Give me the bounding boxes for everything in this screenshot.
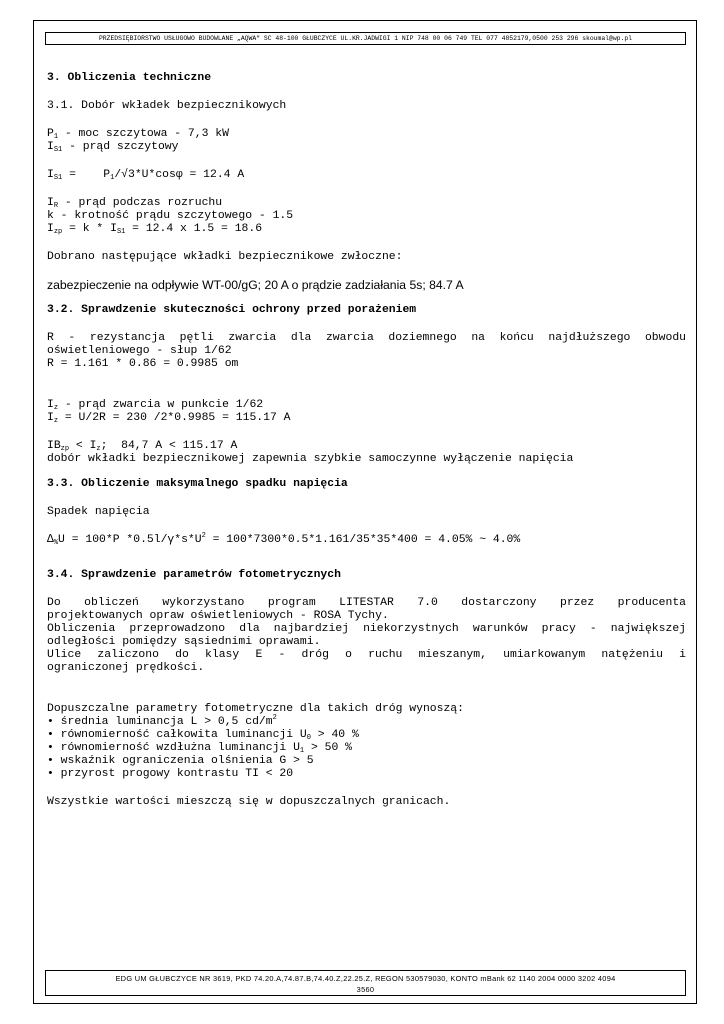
izp-formula: $I_{zp} = k * I_{S1} = 12.4$ x 1.5 = 18.6 bbox=[47, 223, 263, 236]
section-3-2-title: 3.2. Sprawdzenie skuteczności ochrony przed porażeniem bbox=[47, 304, 417, 316]
iz-formula: $I_z = U/2R = 230$ /2*0.9985 = 115.17 A bbox=[47, 412, 291, 425]
ib-comparison: $IB_{zp} < I_z$; 84,7 A < 115.17 A bbox=[47, 440, 238, 453]
param-glare-index: • wskaźnik ograniczenia olśnienia G > 5 bbox=[47, 755, 314, 767]
param-threshold-increment: • przyrost progowy kontrastu TI < 20 bbox=[47, 768, 294, 780]
photometric-para-line3: Obliczenia przeprowadzono dla najbardziej niekorzystnych warunków pracy - największej bbox=[47, 623, 686, 635]
photometric-para-line2: projektowanych opraw oświetleniowych - ROSA Tychy. bbox=[47, 610, 389, 622]
param-longitudinal-uniformity: • równomierność wzdłużna luminancji $U_1 > 50$ % bbox=[47, 742, 352, 755]
fuse-spec: zabezpieczenie na odpływie WT-00/gG; 20 A o prądzie zadziałania 5s; 84.7 A bbox=[47, 278, 464, 292]
photometric-para-line6: ograniczonej prędkości. bbox=[47, 662, 205, 674]
ir-definition: $I_R$ - prąd podczas rozruchu bbox=[47, 197, 223, 210]
r-definition-line2: oświetleniowego - słup 1/62 bbox=[47, 345, 232, 357]
photometric-para-line5: Ulice zaliczono do klasy E - dróg o ruchu mieszanym, umiarkowanym natężeniu i bbox=[47, 649, 686, 661]
company-header: PRZEDSIĘBIORSTWO USŁUGOWO BUDOWLANE „AQWA” SC 48-100 GŁUBCZYCE UL.KR.JADWIGI 1 NIP 748 00 06 749 TEL 077 4852179,0500 253 296 skoumal@wp.pl bbox=[45, 32, 686, 45]
footer-line2: 3560 bbox=[356, 985, 375, 994]
r-calculation: R = 1.161 * 0.86 = 0.9985 om bbox=[47, 358, 239, 370]
k-definition: k - krotność prądu szczytowego - 1.5 bbox=[47, 210, 294, 222]
photometric-para-line1: Do obliczeń wykorzystano program LITESTAR 7.0 dostarczony przez producenta bbox=[47, 597, 686, 609]
iz-definition: $I_z$ - prąd zwarcia w punkcie 1/62 bbox=[47, 399, 264, 412]
is1-definition: $I_{S1}$ - prąd szczytowy bbox=[47, 141, 179, 154]
closing-statement: Wszystkie wartości mieszczą się w dopuszczalnych granicach. bbox=[47, 796, 451, 808]
voltage-drop-formula: $\Delta_{\%}U = 100*P$ $*0.5l/\gamma*s*U^2 = 100*7300*0.5*1.161/35*35*400 = 4.05\%$ ~ 4.0% bbox=[47, 532, 521, 547]
photometric-para-line4: odległości pomiędzy sąsiednimi oprawami. bbox=[47, 636, 321, 648]
section-3-3-title: 3.3. Obliczenie maksymalnego spadku napięcia bbox=[47, 478, 348, 490]
section-3-title: 3. Obliczenia techniczne bbox=[47, 72, 212, 84]
section-3-4-title: 3.4. Sprawdzenie parametrów fotometrycznych bbox=[47, 569, 341, 581]
is1-formula: $I_{S1}$ = $P_1/√3*U*\cos\varphi = 12.4$ A bbox=[47, 169, 245, 182]
chosen-fuses-text: Dobrano następujące wkładki bezpiecznikowe zwłoczne: bbox=[47, 251, 403, 263]
company-footer bbox=[45, 970, 686, 996]
protection-conclusion: dobór wkładki bezpiecznikowej zapewnia szybkie samoczynne wyłączenie napięcia bbox=[47, 453, 574, 465]
param-overall-uniformity: • równomierność całkowita luminancji $U_0 > 40$ % bbox=[47, 729, 359, 742]
section-3-1-title: 3.1. Dobór wkładek bezpiecznikowych bbox=[47, 100, 287, 112]
footer-line1: EDG UM GŁUBCZYCE NR 3619, PKD 74.20.A,74.87.B,74.40.Z,22.25.Z, REGON 530579030, KONTO mBank 62 1140 2004 0000 3202 4094 bbox=[115, 974, 616, 983]
photometric-params-title: Dopuszczalne parametry fotometryczne dla takich dróg wynoszą: bbox=[47, 703, 464, 715]
param-luminance: • średnia luminancja L > 0,5 $cd/m^2$ bbox=[47, 714, 277, 728]
p1-definition: $P_1$ - moc szczytowa - 7,3 kW bbox=[47, 128, 229, 141]
r-definition-line1: R - rezystancja pętli zwarcia dla zwarcia doziemnego na końcu najdłuższego obwodu bbox=[47, 332, 686, 344]
document-body bbox=[47, 72, 686, 809]
voltage-drop-label: Spadek napięcia bbox=[47, 506, 150, 518]
